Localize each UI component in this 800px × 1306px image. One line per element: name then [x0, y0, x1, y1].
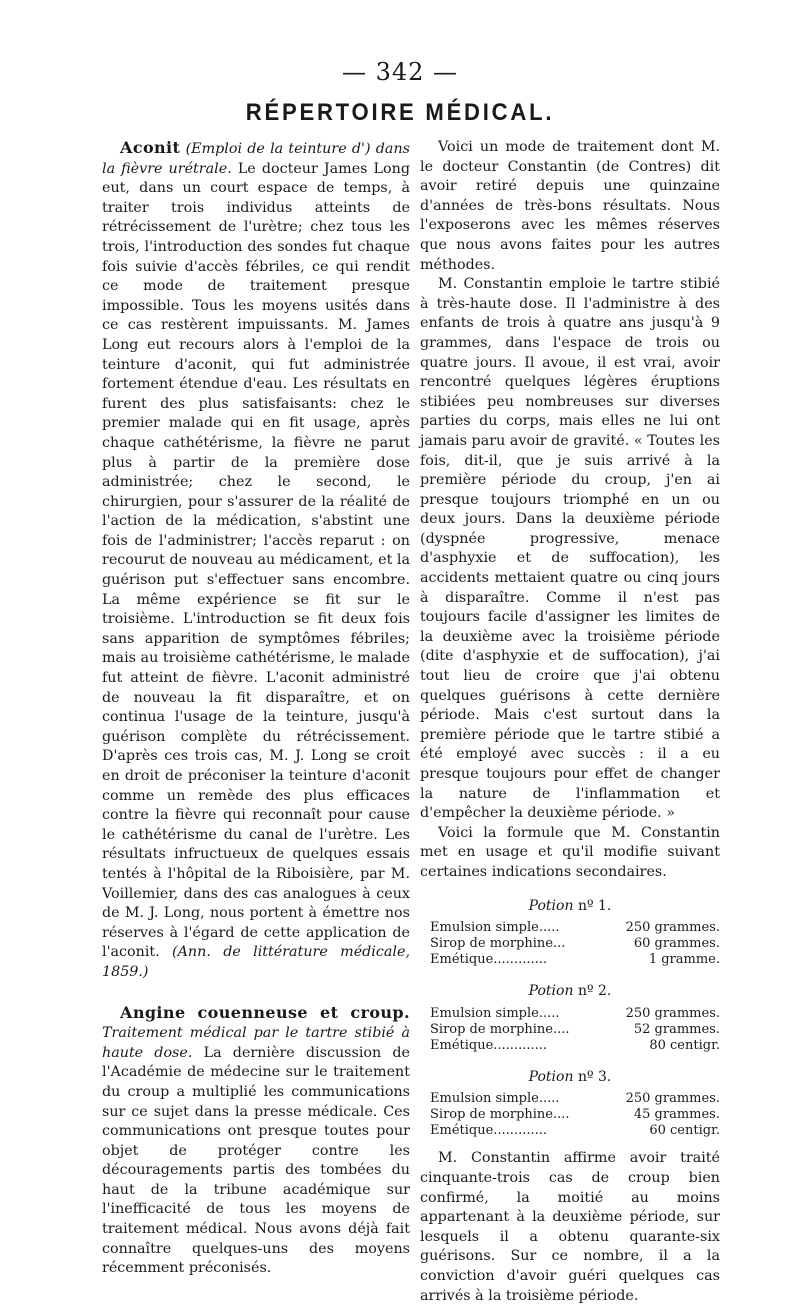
table-row	[430, 920, 720, 936]
potion-table	[430, 920, 720, 968]
entry-subtitle-angine: Traitement médical par le tartre stibié à haute dose.	[102, 1025, 410, 1061]
table-row	[430, 1038, 720, 1054]
potion-number: nº 2.	[577, 983, 612, 1000]
potion-title	[420, 1068, 720, 1088]
potion-table	[430, 1006, 720, 1054]
potion-table	[430, 1091, 720, 1139]
entry-term-aconit: Aconit	[120, 138, 181, 157]
paragraph-intro: Voici un mode de traitement dont M. le docteur Constantin (de Contres) dit avoir retiré depuis une quinzaine d'années de très-bons résultats. Nous l'exposerons avec les mêmes réserves que nous avons faites pour les autres méthodes.	[420, 139, 720, 273]
right-column	[420, 138, 720, 1306]
ingredient: Sirop de morphine....	[430, 1107, 570, 1123]
ingredient: Emétique.............	[430, 1037, 547, 1053]
entry-citation-aconit: (Ann. de littérature médicale, 1859.)	[102, 944, 410, 980]
potion-title	[420, 982, 720, 1002]
entry-body-aconit: Le docteur James Long eut, dans un court espace de temps, à traiter trois individus atteints de rétrécissement de l'urètre; chez tous les trois, l'introduction des sondes fut chaque fois suivie d'accès fébriles, ce qui rendit ce mode de traitement presque impossible. Tous les moyens usités dans ce cas restèrent impuissants. M. James Long eut recours alors à l'emploi de la teinture d'aconit, qui fut administrée fortement étendue d'eau. Les résultats en furent des plus satisfaisants: chez le premier malade qui en fit usage, après chaque cathétérisme, la fièvre ne parut plus à partir de la première dose administrée; chez le second, le chirurgien, pour s'assurer de la réalité de l'action de la médication, s'abstint une fois de l'administrer; l'accès reparut : on recourut de nouveau au médicament, et la guérison put s'effectuer sans encombre. La même expérience se fit sur le troisième. L'introduction se fit deux fois sans apparition de symptômes fébriles; mais au troisième cathétérisme, le malade fut atteint de fièvre. L'aconit administré de nouveau la fit disparaître, et on continua l'usage de la teinture, jusqu'à guérison complète du rétrécissement. D'après ces trois cas, M. J. Long se croit en droit de préconiser la teinture d'aconit comme un remède des plus efficaces contre la fièvre qui reconnaît pour cause le cathétérisme du canal de l'urètre. Les résultats infructueux de quelques essais tentés à l'hôpital de la Riboisière, par M. Voillemier, dans des cas analogues à ceux de M. J. Long, nous portent à émettre nos réserves à l'égard de cette application de l'aconit.	[102, 160, 410, 961]
dose: 250 grammes.	[625, 1005, 720, 1021]
ingredient: Sirop de morphine...	[430, 936, 566, 952]
potion-number: nº 1.	[577, 897, 612, 914]
page-number: — 342 —	[341, 58, 459, 86]
entry-term-angine: Angine couenneuse et croup.	[120, 1002, 410, 1022]
entry-subtitle-aconit: (Emploi de la teinture d') dans la fièvre urétrale.	[102, 141, 410, 177]
table-row	[430, 1006, 720, 1022]
potion-number: nº 3.	[577, 1068, 612, 1085]
dose: 60 centigr.	[649, 1123, 720, 1139]
ingredient: Emulsion simple.....	[430, 1005, 560, 1021]
running-head: RÉPERTOIRE MÉDICAL.	[245, 99, 555, 126]
dose: 80 centigr.	[649, 1037, 720, 1053]
dose: 60 grammes.	[633, 936, 720, 952]
table-row	[430, 1022, 720, 1038]
dose: 45 grammes.	[633, 1107, 720, 1123]
dose: 1 gramme.	[648, 952, 720, 968]
potion-label: Potion	[528, 983, 574, 1000]
ingredient: Emulsion simple.....	[430, 1091, 560, 1107]
entry-aconit	[102, 138, 410, 983]
table-row	[430, 1107, 720, 1123]
dose: 52 grammes.	[633, 1021, 720, 1037]
ingredient: Emétique.............	[430, 952, 547, 968]
table-row	[430, 1091, 720, 1107]
entry-angine	[102, 1003, 410, 1279]
dose: 250 grammes.	[625, 920, 720, 936]
potion-title	[420, 897, 720, 917]
ingredient: Emulsion simple.....	[430, 920, 560, 936]
entry-body-angine: La dernière discussion de l'Académie de médecine sur le traitement du croup a multiplié les communications sur ce sujet dans la presse médicale. Ces communications ont presque toutes pour objet de protéger contre les découragements partis des tombées du haut de la tribune académique sur l'inefficacité de tous les moyens de traitement médical. Nous avons déjà fait connaître quelques-uns des moyens récemment préconisés.	[102, 1044, 411, 1277]
potion-label: Potion	[528, 1068, 574, 1085]
ingredient: Sirop de morphine....	[430, 1021, 570, 1037]
ingredient: Emétique.............	[430, 1123, 547, 1139]
paragraph-results: M. Constantin affirme avoir traité cinquante-trois cas de croup bien confirmé, la moitié au moins appartenant à la deuxième période, sur lesquels il a obtenu quarante-six guérisons. Sur ce nombre, il a la conviction d'avoir guéri quelques cas arrivés à la troisième période.	[420, 1150, 720, 1304]
paragraph-formula: Voici la formule que M. Constantin met en usage et qu'il modifie suivant certaines indications secondaires.	[420, 824, 720, 880]
dose: 250 grammes.	[625, 1091, 720, 1107]
left-column	[102, 138, 410, 1279]
table-row	[430, 1123, 720, 1139]
table-row	[430, 936, 720, 952]
table-row	[430, 952, 720, 968]
paragraph-method: M. Constantin emploie le tartre stibié à très-haute dose. Il l'administre à des enfants de trois à quatre ans jusqu'à 9 grammes, dans l'espace de trois ou quatre jours. Il avoue, il est vrai, avoir rencontré quelques légères éruptions stibiées peu nombreuses sur diverses parties du corps, mais elles ne lui ont jamais paru avoir de gravité. « Toutes les fois, dit-il, que je suis arrivé à la première période du croup, j'en ai presque toujours triomphé en un ou deux jours. Dans la deuxième période (dyspnée progressive, menace d'asphyxie et de suffocation), les accidents mettaient quatre ou cinq jours à disparaître. Comme il n'est pas toujours facile d'assigner les limites de la deuxième avec la troisième période (dite d'asphyxie et de suffocation), j'ai tout lieu de croire que j'ai obtenu quelques guérisons à cette dernière période. Mais c'est surtout dans la première période que le tartre stibié a été employé avec succès : il a eu presque toujours pour effet de changer la nature de l'inflammation et d'empêcher la deuxième période. »	[420, 276, 720, 822]
potion-label: Potion	[528, 897, 574, 914]
